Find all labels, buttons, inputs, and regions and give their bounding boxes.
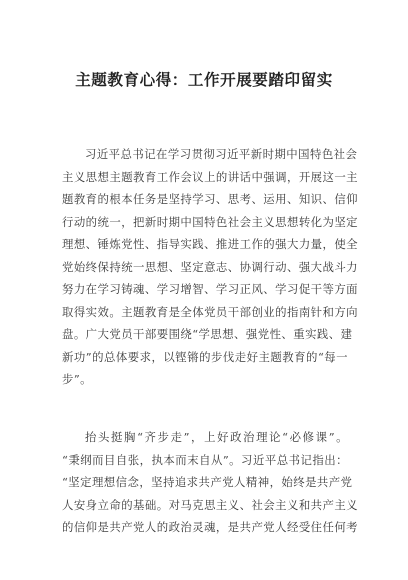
paragraph-line: 人安身立命的基础。对马克思主义、社会主义和共产主义 (62, 497, 359, 512)
paragraph-1 (62, 143, 359, 391)
paragraph-line: 步”。 (62, 372, 92, 386)
paragraph-line: 新功”的总体要求，以铿锵的步伐走好主题教育的“每一 (62, 349, 348, 364)
paragraph-line: 党始终保持统一思想、坚定意志、协调行动、强大战斗力 (62, 259, 359, 274)
document-title: 主题教育心得：工作开展要踏印留实 (75, 71, 333, 89)
paragraph-line: 题教育的根本任务是坚持学习、思考、运用、知识、信仰 (62, 192, 359, 206)
paragraph-line: 的信仰是共产党人的政治灵魂，是共产党人经受住任何考 (62, 520, 359, 534)
paragraph-line: 努力在学习铸魂、学习增智、学习正风、学习促干等方面 (62, 282, 359, 296)
paragraph-line: “坚定理想信念，坚持追求共产党人精神，始终是共产党 (62, 475, 353, 489)
paragraph-line: 理想、锤炼党性、指导实践、推进工作的强大力量，使全 (62, 237, 359, 251)
paragraph-line: 取得实效。主题教育是全体党员干部创业的指南针和方向 (62, 304, 359, 319)
paragraph-2 (62, 426, 359, 539)
paragraph-line: 行动的统一，把新时期中国特色社会主义思想转化为坚定 (62, 214, 359, 229)
paragraph-line: “秉纲而目自张，执本而末自从”。习近平总书记指出： (62, 452, 348, 467)
paragraph-line: 盘。广大党员干部要围绕“学思想、强党性、重实践、建 (62, 327, 353, 341)
paragraph-line: 主义思想主题教育工作会议上的讲话中强调，开展这一主 (62, 169, 359, 184)
paragraph-line: 抬头挺胸“齐步走”，上好政治理论“必修课”。 (85, 430, 348, 444)
paragraph-line: 习近平总书记在学习贯彻习近平新时期中国特色社会 (85, 147, 358, 161)
